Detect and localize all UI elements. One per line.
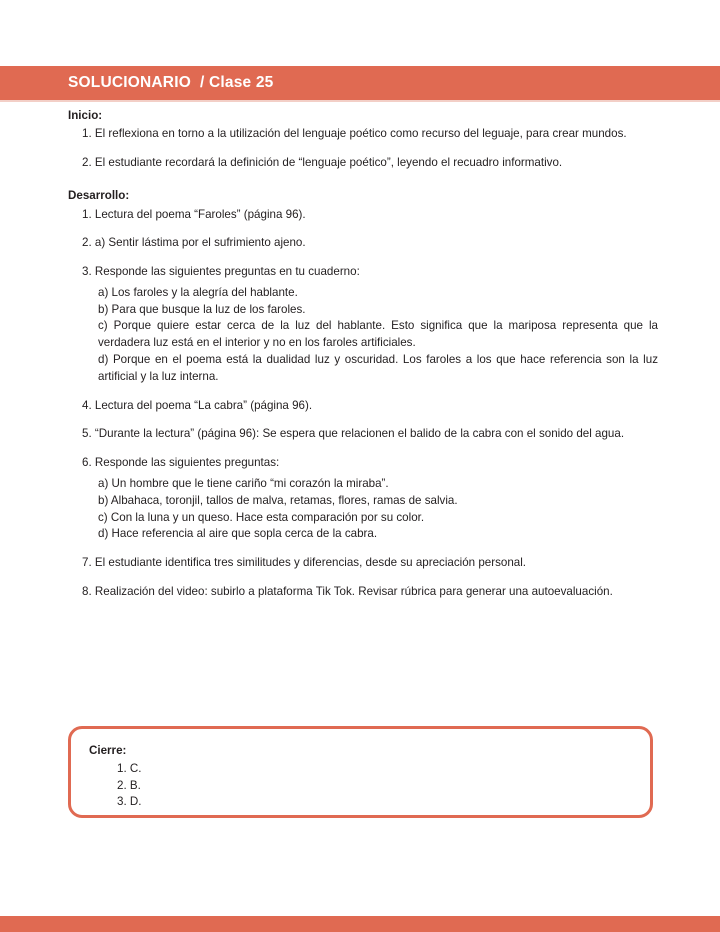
page-title: SOLUCIONARIO / Clase 25: [68, 74, 274, 91]
cierre-content: [71, 729, 650, 811]
desarrollo-item-6-d: d) Hace referencia al aire que sopla cerca de la cabra.: [98, 527, 378, 541]
header-band: [0, 66, 720, 100]
desarrollo-heading: Desarrollo:: [68, 189, 130, 203]
cierre-box: [68, 726, 653, 818]
desarrollo-item-6-prompt: 6. Responde las siguientes preguntas:: [82, 456, 280, 470]
desarrollo-item-3: [68, 264, 658, 386]
desarrollo-item-8: 8. Realización del video: subirlo a plataforma Tik Tok. Revisar rúbrica para generar una autoevaluación.: [82, 585, 613, 599]
desarrollo-item-2: 2. a) Sentir lástima por el sufrimiento ajeno.: [82, 236, 306, 250]
desarrollo-item-6: [68, 455, 658, 543]
desarrollo-item-6-c: c) Con la luna y un queso. Hace esta comparación por su color.: [98, 510, 425, 524]
section-inicio: [68, 108, 658, 172]
cierre-answer-3: 3. D.: [117, 795, 142, 809]
cierre-answer-2: 2. B.: [117, 778, 141, 792]
desarrollo-item-3-c: c) Porque quiere estar cerca de la luz del hablante. Esto significa que la mariposa representa que la verdadera luz está en el interior y no en los faroles artificiales.: [98, 319, 658, 350]
desarrollo-item-3-prompt: 3. Responde las siguientes preguntas en tu cuaderno:: [82, 265, 360, 279]
inicio-item-1: 1. El reflexiona en torno a la utilización del lenguaje poético como recurso del leguaje, para crear mundos.: [82, 127, 627, 141]
desarrollo-item-7: 7. El estudiante identifica tres similitudes y diferencias, desde su apreciación personal.: [82, 556, 527, 570]
desarrollo-item-3-b: b) Para que busque la luz de los faroles.: [98, 302, 306, 316]
footer-band: [0, 916, 720, 932]
section-spacer: [68, 172, 658, 188]
desarrollo-item-3-a: a) Los faroles y la alegría del hablante.: [98, 285, 298, 299]
desarrollo-item-6-a: a) Un hombre que le tiene cariño “mi corazón la miraba”.: [98, 477, 389, 491]
inicio-item-2: 2. El estudiante recordará la definición de “lenguaje poético”, leyendo el recuadro informativo.: [82, 156, 563, 170]
document-body: [68, 108, 658, 601]
cierre-heading: Cierre:: [89, 744, 127, 757]
desarrollo-item-1: 1. Lectura del poema “Faroles” (página 96).: [82, 207, 306, 221]
header-underline: [0, 100, 720, 102]
cierre-answer-1: 1. C.: [117, 761, 142, 775]
desarrollo-item-5: 5. “Durante la lectura” (página 96): Se espera que relacionen el balido de la cabra con el sonido del agua.: [82, 427, 625, 441]
section-desarrollo: [68, 188, 658, 601]
desarrollo-item-4: 4. Lectura del poema “La cabra” (página 96).: [82, 398, 313, 412]
inicio-heading: Inicio:: [68, 109, 103, 122]
desarrollo-item-6-b: b) Albahaca, toronjil, tallos de malva, retamas, flores, ramas de salvia.: [98, 493, 458, 507]
desarrollo-item-3-d: d) Porque en el poema está la dualidad luz y oscuridad. Los faroles a los que hace referencia son la luz artificial y la luz interna.: [98, 353, 658, 383]
